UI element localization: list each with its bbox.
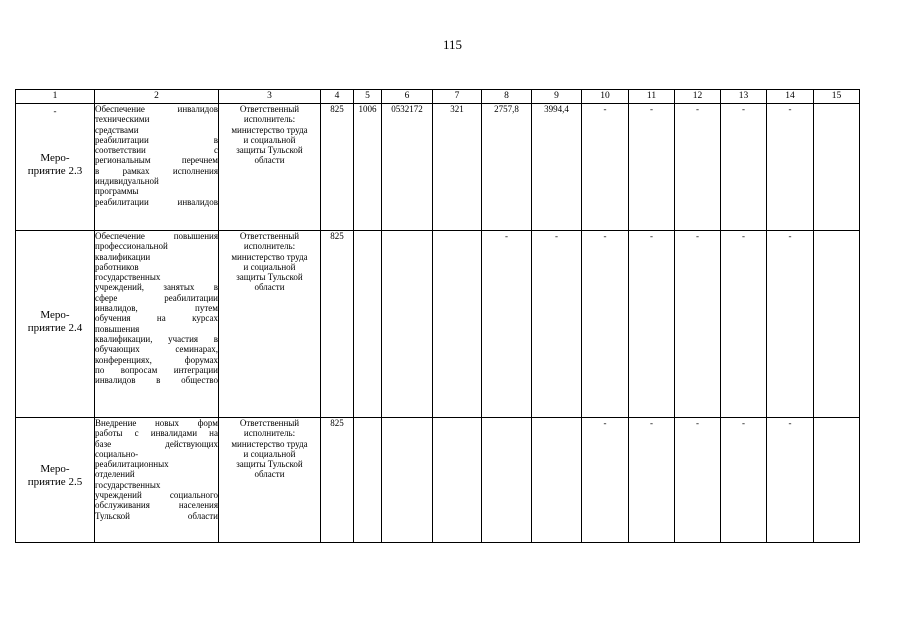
cell-col-10: - <box>582 418 629 543</box>
executor-line: области <box>254 282 285 293</box>
cell-col-13: - <box>721 104 767 231</box>
executor-line: и социальной <box>243 261 296 272</box>
executor-line: исполнитель: <box>243 114 296 125</box>
description-line: в рамках исполнения <box>95 165 218 176</box>
description-line: инвалидов в общество <box>95 375 218 386</box>
description-line: отделений <box>95 469 135 480</box>
activity-label-cell <box>16 231 95 418</box>
cell-col-6 <box>382 418 433 543</box>
cell-col-12: - <box>675 104 721 231</box>
cell-col-6 <box>382 231 433 418</box>
executor-line: защиты Тульской <box>236 459 303 470</box>
column-header-7: 7 <box>433 90 482 104</box>
column-header-15: 15 <box>814 90 860 104</box>
cell-col-4: 825 <box>321 104 354 231</box>
column-header-10: 10 <box>582 90 629 104</box>
description-line: индивидуальной <box>95 176 159 187</box>
cell-col-8: - <box>482 231 532 418</box>
row-marker: - <box>53 106 57 116</box>
table-row <box>16 231 860 418</box>
table-row <box>16 418 860 543</box>
table-row <box>16 104 860 231</box>
cell-col-7 <box>433 231 482 418</box>
description-line: работников <box>95 261 139 272</box>
cell-col-8: 2757,8 <box>482 104 532 231</box>
cell-col-9: - <box>532 231 582 418</box>
executor-line: области <box>254 469 285 480</box>
cell-col-5 <box>354 418 382 543</box>
column-header-13: 13 <box>721 90 767 104</box>
cell-col-15 <box>814 231 860 418</box>
description-line: техническими <box>95 114 150 125</box>
description-line: учреждений, занятых в <box>95 282 218 293</box>
executor-line: исполнитель: <box>243 241 296 252</box>
description-line: сфере реабилитации <box>95 292 218 303</box>
executor-line: Ответственный <box>239 231 300 241</box>
description-line: реабилитационных <box>95 459 169 470</box>
executor-line: Ответственный <box>239 418 300 428</box>
row-marker <box>16 231 94 243</box>
description-line: конференциях, форумах <box>95 354 218 365</box>
column-header-12: 12 <box>675 90 721 104</box>
column-header-14: 14 <box>767 90 814 104</box>
cell-col-4: 825 <box>321 418 354 543</box>
executor-line: и социальной <box>243 448 296 459</box>
cell-col-11: - <box>629 231 675 418</box>
activity-label <box>16 463 94 489</box>
cell-col-4: 825 <box>321 231 354 418</box>
executor-line: защиты Тульской <box>236 272 303 283</box>
header-row <box>16 90 860 104</box>
activity-label-cell <box>16 418 95 543</box>
column-header-6: 6 <box>382 90 433 104</box>
executor-line: министерство труда <box>231 438 308 449</box>
cell-col-14: - <box>767 231 814 418</box>
row-marker <box>16 418 94 430</box>
cell-col-5: 1006 <box>354 104 382 231</box>
cell-col-15 <box>814 418 860 543</box>
executor-line: исполнитель: <box>243 428 296 439</box>
activity-description <box>95 231 219 418</box>
description-line: квалификации, участия в <box>95 333 218 344</box>
cell-col-11: - <box>629 418 675 543</box>
executor-line: Ответственный <box>239 104 300 114</box>
cell-col-6: 0532172 <box>382 104 433 231</box>
description-line: региональным перечнем <box>95 155 218 166</box>
responsible-executor <box>219 418 321 543</box>
activity-label <box>16 309 94 335</box>
description-line: инвалидов, путем <box>95 303 218 314</box>
column-header-9: 9 <box>532 90 582 104</box>
column-header-11: 11 <box>629 90 675 104</box>
column-header-3: 3 <box>219 90 321 104</box>
description-line: реабилитации в <box>95 134 218 145</box>
description-line: Обеспечение инвалидов <box>95 104 218 114</box>
program-table <box>15 89 860 543</box>
cell-col-13: - <box>721 418 767 543</box>
cell-col-13: - <box>721 231 767 418</box>
column-header-4: 4 <box>321 90 354 104</box>
activity-label-line: Меро- <box>40 152 70 164</box>
executor-line: защиты Тульской <box>236 145 303 156</box>
description-line: Обеспечение повышения <box>95 231 218 241</box>
description-line: профессиональной <box>95 241 168 252</box>
responsible-executor <box>219 231 321 418</box>
page-number: 115 <box>442 37 463 52</box>
activity-label-line: Меро- <box>40 463 70 475</box>
cell-col-15 <box>814 104 860 231</box>
cell-col-9: 3994,4 <box>532 104 582 231</box>
activity-label-line: приятие 2.4 <box>27 322 83 334</box>
description-line: соответствии с <box>95 145 218 156</box>
description-line: государственных <box>95 272 161 283</box>
column-header-8: 8 <box>482 90 532 104</box>
cell-col-14: - <box>767 104 814 231</box>
responsible-executor <box>219 104 321 231</box>
cell-col-14: - <box>767 418 814 543</box>
cell-col-9 <box>532 418 582 543</box>
column-header-5: 5 <box>354 90 382 104</box>
cell-col-10: - <box>582 104 629 231</box>
description-line: обслуживания населения <box>95 500 218 511</box>
executor-line: министерство труда <box>231 251 308 262</box>
cell-col-5 <box>354 231 382 418</box>
activity-description <box>95 418 219 543</box>
column-header-2: 2 <box>95 90 219 104</box>
cell-col-11: - <box>629 104 675 231</box>
description-line: социально- <box>95 448 139 459</box>
description-line: по вопросам интеграции <box>95 364 218 375</box>
description-line: Тульской области <box>95 510 218 521</box>
column-header-1: 1 <box>16 90 95 104</box>
description-line: квалификации <box>95 251 151 262</box>
executor-line: и социальной <box>243 134 296 145</box>
description-line: работы с инвалидами на <box>95 428 218 439</box>
activity-label-line: Меро- <box>40 309 70 321</box>
description-line: средствами <box>95 124 139 135</box>
activity-label-line: приятие 2.3 <box>27 165 83 177</box>
description-line: учреждений социального <box>95 490 218 501</box>
activity-label-line: приятие 2.5 <box>27 476 83 488</box>
cell-col-12: - <box>675 418 721 543</box>
cell-col-10: - <box>582 231 629 418</box>
description-line: программы <box>95 186 139 197</box>
executor-line: области <box>254 155 285 166</box>
cell-col-8 <box>482 418 532 543</box>
cell-col-12: - <box>675 231 721 418</box>
cell-col-7 <box>433 418 482 543</box>
description-line: обучения на курсах <box>95 313 218 324</box>
activity-label-cell <box>16 104 95 231</box>
description-line: обучающих семинарах, <box>95 344 218 355</box>
description-line: базе действующих <box>95 438 218 449</box>
executor-line: министерство труда <box>231 124 308 135</box>
cell-col-7: 321 <box>433 104 482 231</box>
description-line: Внедрение новых форм <box>95 418 218 428</box>
description-line: государственных <box>95 479 161 490</box>
activity-description <box>95 104 219 231</box>
activity-label <box>16 152 94 178</box>
description-line: реабилитации инвалидов <box>95 196 218 207</box>
description-line: повышения <box>95 323 140 334</box>
